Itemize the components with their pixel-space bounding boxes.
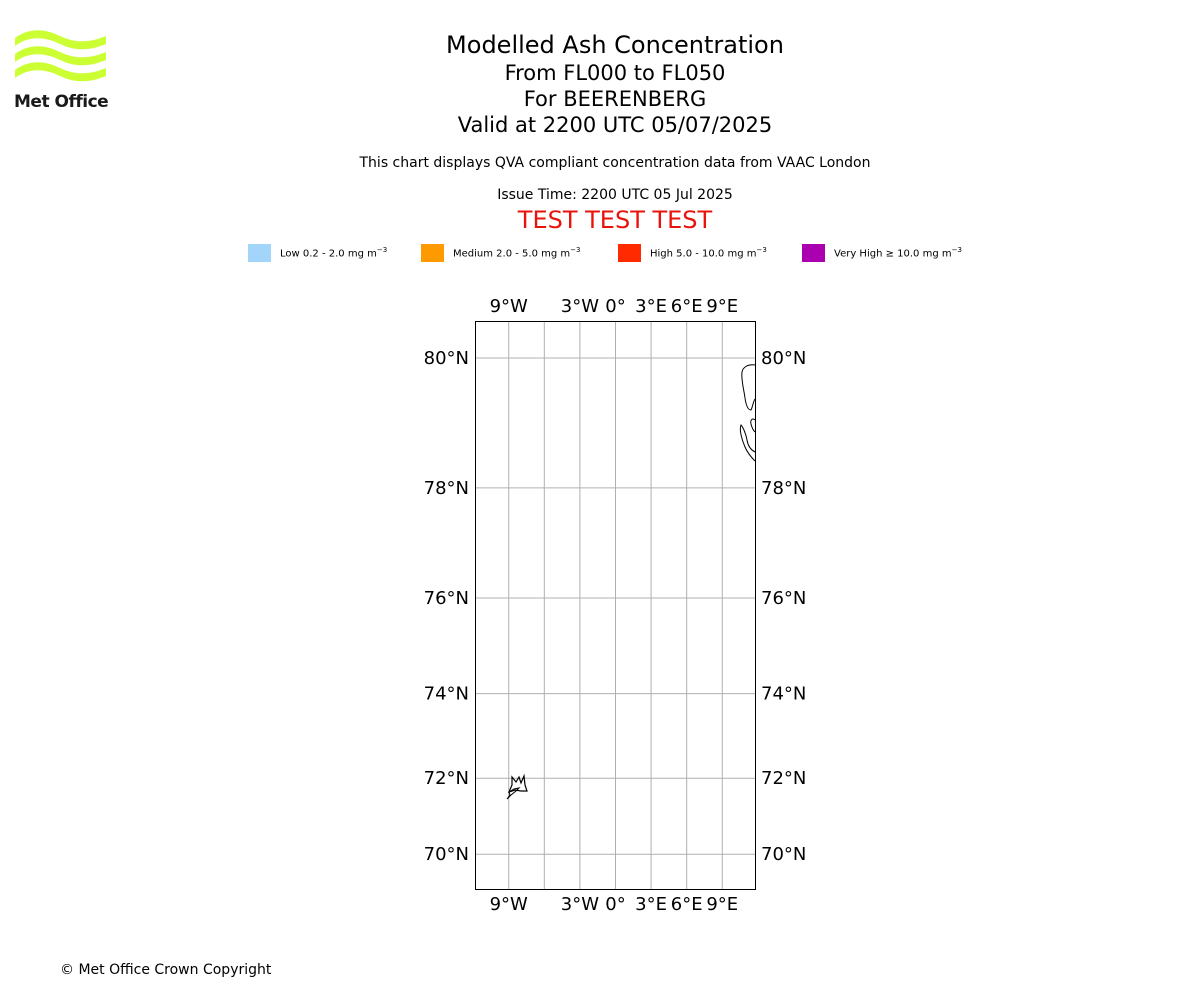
flight-level-title: From FL000 to FL050 xyxy=(504,61,726,85)
legend-item-very-high: Very High ≥ 10.0 mg $m^{-3}$ xyxy=(802,244,962,262)
lat-label-right: 78°N xyxy=(761,477,807,499)
lat-label-right: 74°N xyxy=(761,683,807,705)
chart-subtitle: This chart displays QVA compliant concentration data from VAAC London xyxy=(359,155,871,171)
legend-label-very-high: Very High ≥ 10.0 mg m xyxy=(834,248,952,260)
lon-label-top: 9°E xyxy=(706,296,739,317)
lon-label-bottom: 3°E xyxy=(635,894,668,915)
test-banner: TEST TEST TEST xyxy=(517,206,713,234)
lon-label-bottom: 9°E xyxy=(706,894,739,915)
lon-label-top: 6°E xyxy=(670,296,703,317)
map-graticule xyxy=(476,322,756,890)
coastline-jan-mayen xyxy=(507,776,527,799)
legend-item-high: High 5.0 - 10.0 mg $m^{-3}$ xyxy=(618,244,767,262)
legend-label-medium: Medium 2.0 - 5.0 mg m xyxy=(453,248,571,260)
lon-label-bottom: 6°E xyxy=(670,894,703,915)
lon-label-top: 0° xyxy=(605,296,626,317)
lat-label-right: 72°N xyxy=(761,768,807,790)
main-title: Modelled Ash Concentration xyxy=(446,31,784,59)
legend-label-low: Low 0.2 - 2.0 mg m xyxy=(280,248,377,260)
lat-label-right: 80°N xyxy=(761,347,807,369)
lon-label-top: 3°W xyxy=(560,296,600,317)
legend-item-medium: Medium 2.0 - 5.0 mg $m^{-3}$ xyxy=(421,244,580,262)
lon-label-bottom: 3°W xyxy=(560,894,600,915)
volcano-title: For BEERENBERG xyxy=(523,87,707,111)
coastline-svalbard xyxy=(740,365,755,461)
lat-label-right: 76°N xyxy=(761,587,807,609)
met-office-wordmark: Met Office xyxy=(14,92,109,112)
lat-label-left: 76°N xyxy=(423,587,469,609)
lat-label-left: 72°N xyxy=(423,768,469,790)
lat-label-left: 80°N xyxy=(423,347,469,369)
lon-label-bottom: 9°W xyxy=(489,894,528,915)
legend-label-high: High 5.0 - 10.0 mg m xyxy=(650,248,757,260)
valid-time-title: Valid at 2200 UTC 05/07/2025 xyxy=(457,113,773,137)
lon-label-top: 3°E xyxy=(635,296,668,317)
lat-label-left: 70°N xyxy=(423,844,469,866)
lon-label-bottom: 0° xyxy=(605,894,626,915)
issue-time: Issue Time: 2200 UTC 05 Jul 2025 xyxy=(497,187,733,203)
legend-item-low: Low 0.2 - 2.0 mg $m^{-3}$ xyxy=(248,244,387,262)
lat-label-right: 70°N xyxy=(761,844,807,866)
copyright-notice: © Met Office Crown Copyright xyxy=(60,962,272,978)
lat-label-left: 74°N xyxy=(423,683,469,705)
lat-label-left: 78°N xyxy=(423,477,469,499)
lon-label-top: 9°W xyxy=(489,296,528,317)
